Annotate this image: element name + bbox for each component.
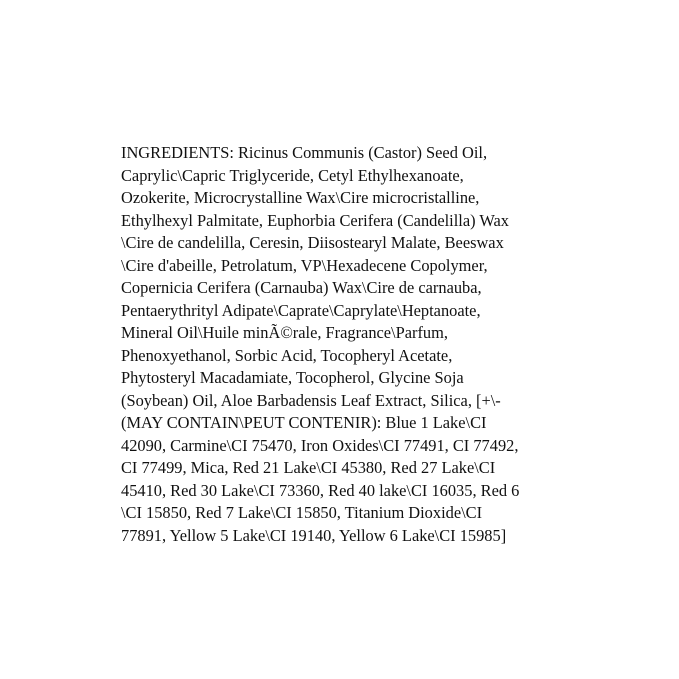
ingredients-line-16: 45410, Red 30 Lake\CI 73360, Red 40 lake\CI 16035, Red 6 — [121, 480, 520, 500]
ingredients-line-15: CI 77499, Mica, Red 21 Lake\CI 45380, Red 27 Lake\CI — [121, 458, 496, 477]
ingredients-line-2: Caprylic\Capric Triglyceride, Cetyl Ethylhexanoate, — [121, 165, 464, 185]
ingredients-line-14: 42090, Carmine\CI 75470, Iron Oxides\CI 77491, CI 77492, — [121, 435, 519, 455]
ingredients-line-9: Mineral Oil\Huile minÃ©rale, Fragrance\Parfum, — [121, 323, 448, 342]
ingredients-line-7: Copernicia Cerifera (Carnauba) Wax\Cire de carnauba, — [121, 278, 482, 297]
ingredients-line-18: 77891, Yellow 5 Lake\CI 19140, Yellow 6 Lake\CI 15985] — [121, 525, 507, 545]
ingredients-line-5: \Cire de candelilla, Ceresin, Diisostearyl Malate, Beeswax — [121, 233, 504, 252]
ingredients-line-13: (MAY CONTAIN\PEUT CONTENIR): Blue 1 Lake\CI — [121, 413, 487, 432]
ingredients-line-3: Ozokerite, Microcrystalline Wax\Cire microcristalline, — [121, 188, 480, 207]
ingredients-line-6: \Cire d'abeille, Petrolatum, VP\Hexadecene Copolymer, — [121, 255, 488, 275]
ingredients-line-10: Phenoxyethanol, Sorbic Acid, Tocopheryl Acetate, — [121, 345, 453, 365]
ingredients-line-11: Phytosteryl Macadamiate, Tocopherol, Glycine Soja — [121, 368, 464, 387]
ingredients-line-1: INGREDIENTS: Ricinus Communis (Castor) Seed Oil, — [121, 143, 488, 162]
ingredients-line-12: (Soybean) Oil, Aloe Barbadensis Leaf Extract, Silica, [+\- — [121, 390, 501, 410]
ingredients-text-block — [121, 142, 571, 547]
ingredients-line-4: Ethylhexyl Palmitate, Euphorbia Cerifera (Candelilla) Wax — [121, 210, 509, 230]
ingredients-line-17: \CI 15850, Red 7 Lake\CI 15850, Titanium Dioxide\CI — [121, 503, 483, 522]
ingredients-line-8: Pentaerythrityl Adipate\Caprate\Caprylate\Heptanoate, — [121, 300, 481, 320]
